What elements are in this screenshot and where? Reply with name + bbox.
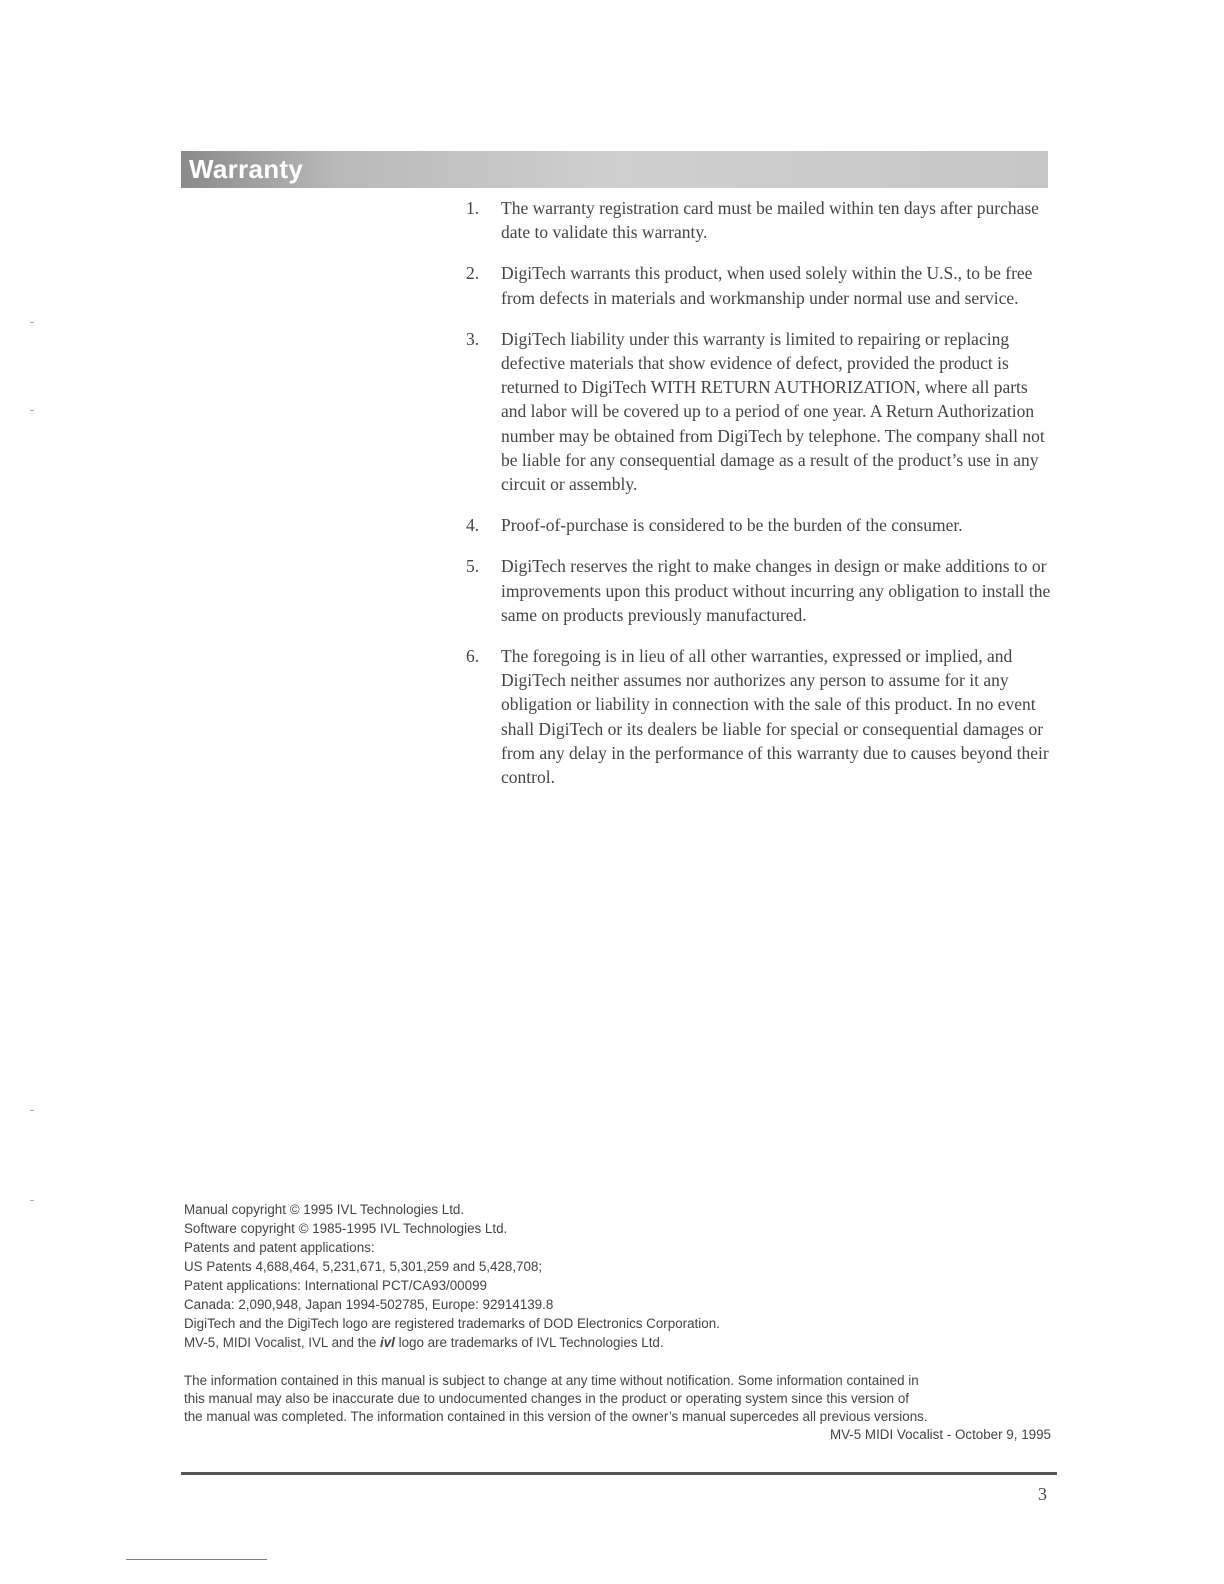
warranty-item	[466, 327, 1056, 496]
warranty-item	[466, 644, 1056, 789]
warranty-list	[466, 196, 1056, 806]
manual-version: MV-5 MIDI Vocalist - October 9, 1995	[829, 1427, 1051, 1442]
footer-divider	[181, 1472, 1057, 1475]
warranty-item	[466, 196, 1056, 244]
scan-mark	[30, 410, 34, 411]
item-number: 3.	[466, 328, 480, 349]
trademark-line	[184, 1333, 1064, 1352]
item-number: 4.	[466, 515, 480, 536]
scan-mark	[30, 322, 34, 323]
credit-line: Manual copyright © 1995 IVL Technologies Ltd.	[184, 1202, 465, 1217]
item-text: The foregoing is in lieu of all other warranties, expressed or implied, and DigiTech neither assumes nor authorizes any person to assume for it any obligation or liability in connection with the sale of this product. In no event shall DigiTech or its dealers be liable for special or consequential damages or from any delay in the performance of this warranty due to causes beyond their control.	[501, 646, 1049, 788]
item-text: DigiTech liability under this warranty is limited to repairing or replacing defective materials that show evidence of defect, provided the product is returned to DigiTech WITH RETURN AUTHORIZATION, where all parts and labor will be covered up to a period of one year. A Return Authorization number may be obtained from DigiTech by telephone. The company shall not be liable for any consequential damage as a result of the product’s use in any circuit or assembly.	[501, 328, 1045, 495]
warranty-item	[466, 513, 1056, 537]
scan-mark	[30, 1200, 34, 1201]
trademark-suffix: logo are trademarks of IVL Technologies Ltd.	[394, 1335, 664, 1350]
section-header-bar	[181, 151, 1048, 188]
credit-line: Patent applications: International PCT/CA93/00099	[184, 1278, 487, 1293]
scan-edge-line	[126, 1559, 267, 1560]
item-text: DigiTech reserves the right to make changes in design or make additions to or improvements upon this product without incurring any obligation to install the same on products previously manufactured.	[501, 556, 1051, 625]
item-text: The warranty registration card must be mailed within ten days after purchase date to validate this warranty.	[501, 198, 1039, 243]
item-number: 6.	[466, 646, 480, 667]
item-number: 2.	[466, 263, 480, 284]
item-text: Proof-of-purchase is considered to be the burden of the consumer.	[501, 515, 963, 536]
credit-line: Canada: 2,090,948, Japan 1994-502785, Europe: 92914139.8	[184, 1297, 554, 1312]
notice-line: the manual was completed. The information contained in this version of the owner’s manual supercedes all previous versions.	[184, 1409, 928, 1424]
credit-line: Software copyright © 1985-1995 IVL Technologies Ltd.	[184, 1221, 508, 1236]
notice-line: The information contained in this manual is subject to change at any time without notification. Some information contained in	[184, 1373, 919, 1388]
change-notice	[184, 1372, 1059, 1444]
credit-line: DigiTech and the DigiTech logo are registered trademarks of DOD Electronics Corporation.	[184, 1316, 720, 1331]
scan-mark	[30, 1110, 34, 1111]
item-text: DigiTech warrants this product, when used solely within the U.S., to be free from defects in materials and workmanship under normal use and service.	[501, 263, 1033, 308]
warranty-item	[466, 261, 1056, 309]
ivl-logo: ivl	[380, 1335, 395, 1350]
warranty-item	[466, 554, 1056, 627]
section-title: Warranty	[189, 154, 304, 184]
copyright-credits	[184, 1200, 1064, 1352]
credit-line: Patents and patent applications:	[184, 1240, 375, 1255]
item-number: 5.	[466, 556, 480, 577]
page-number: 3	[1038, 1484, 1047, 1504]
notice-line: this manual may also be inaccurate due to undocumented changes in the product or operating system since this version of	[184, 1391, 909, 1406]
trademark-prefix: MV-5, MIDI Vocalist, IVL and the	[184, 1335, 380, 1350]
item-number: 1.	[466, 198, 480, 218]
credit-line: US Patents 4,688,464, 5,231,671, 5,301,259 and 5,428,708;	[184, 1259, 543, 1274]
